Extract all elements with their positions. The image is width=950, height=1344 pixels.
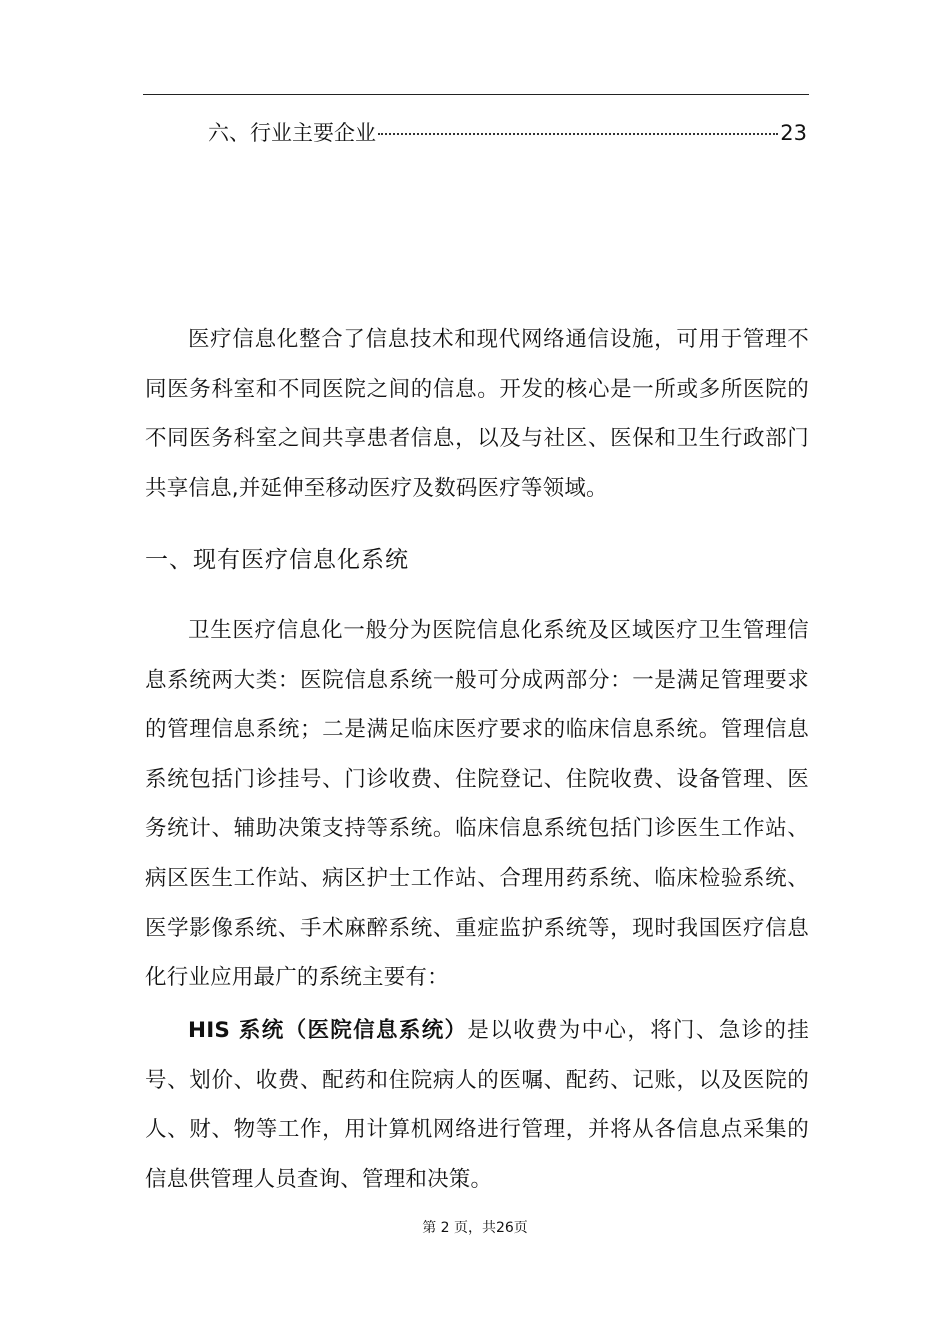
toc-entry-page-number: 23 xyxy=(780,121,807,145)
toc-dot-leader xyxy=(378,133,778,135)
header-rule xyxy=(143,94,809,95)
section-paragraph: 卫生医疗信息化一般分为医院信息化系统及区域医疗卫生管理信息系统两大类：医院信息系统一般可分成两部分：一是满足管理要求的管理信息系统；二是满足临床医疗要求的临床信息系统。管理信息系统包括门诊挂号、门诊收费、住院登记、住院收费、设备管理、医务统计、辅助决策支持等系统。临床信息系统包括门诊医生工作站、病区医生工作站、病区护士工作站、合理用药系统、临床检验系统、医学影像系统、手术麻醉系统、重症监护系统等，现时我国医疗信息化行业应用最广的系统主要有： xyxy=(145,618,809,991)
his-lead-term: HIS 系统（医院信息系统） xyxy=(188,1018,468,1043)
page-footer: 第 2 页，共26页 xyxy=(422,1220,528,1236)
section-heading: 一、现有医疗信息化系统 xyxy=(145,547,409,573)
toc-entry-title: 六、行业主要企业 xyxy=(208,121,376,145)
his-paragraph xyxy=(145,1006,809,1204)
toc-entry[interactable] xyxy=(208,116,807,150)
his-description: 是以收费为中心，将门、急诊的挂号、划价、收费、配药和住院病人的医嘱、配药、记账，以及医院的人、财、物等工作，用计算机网络进行管理，并将从各信息点采集的信息供管理人员查询、管理和决策。 xyxy=(145,1018,809,1192)
intro-paragraph: 医疗信息化整合了信息技术和现代网络通信设施，可用于管理不同医务科室和不同医院之间的信息。开发的核心是一所或多所医院的不同医务科室之间共享患者信息，以及与社区、医保和卫生行政部门共享信息,并延伸至移动医疗及数码医疗等领域。 xyxy=(145,327,809,501)
